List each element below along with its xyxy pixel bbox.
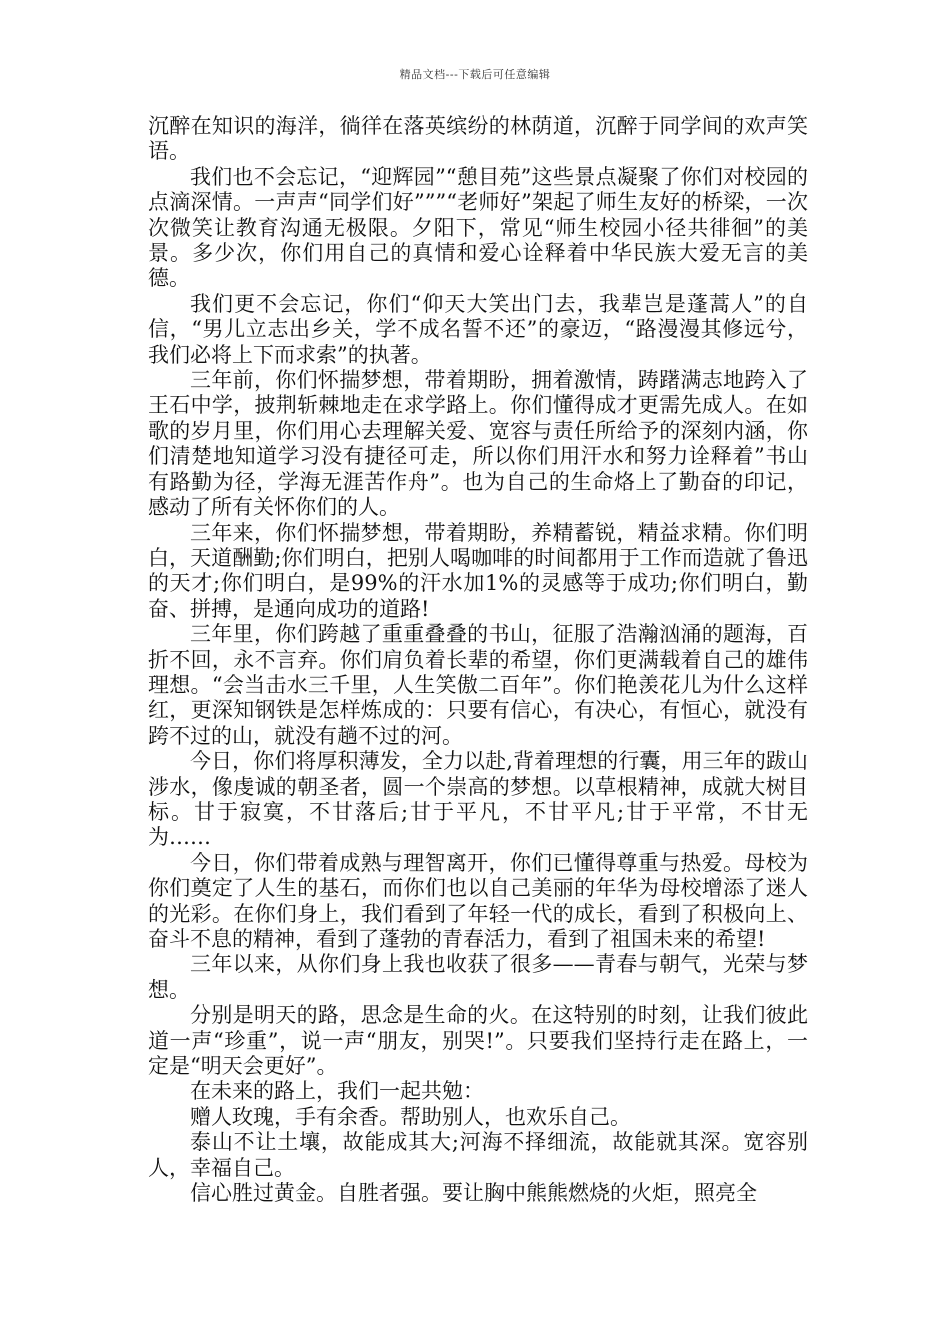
paragraph-13: 泰山不让土壤，故能成其大;河海不择细流，故能就其深。宽容别人，幸福自己。 [148,1130,808,1180]
paragraph-4: 三年前，你们怀揣梦想，带着期盼，拥着激情，踌躇满志地跨入了王石中学，披荆斩棘地走在求学路上。你们懂得成才更需先成人。在如歌的岁月里，你们用心去理解关爱、宽容与责任所给予的深刻内涵，你们清楚地知道学习没有捷径可走，所以你们用汗水和努力诠释着”书山有路勤为径，学海无涯苦作舟”。也为自己的生命烙上了勤奋的印记，感动了所有关怀你们的人。 [148,368,808,520]
paragraph-11: 在未来的路上，我们一起共勉： [190,1079,484,1104]
paragraph-9: 三年以来，从你们身上我也收获了很多——青春与朝气，光荣与梦想。 [148,952,808,1002]
paragraph-6: 三年里，你们跨越了重重叠叠的书山，征服了浩瀚汹涌的题海，百折不回，永不言弃。你们肩负着长辈的希望，你们更满载着自己的雄伟理想。“会当击水三千里，人生笑傲二百年”。你们艳羡花儿为什么这样红，更深知钢铁是怎样炼成的：只要有信心，有决心，有恒心，就没有跨不过的山，就没有趟不过的河。 [148,622,808,748]
paragraph-14: 信心胜过黄金。自胜者强。要让胸中熊熊燃烧的火炬，照亮全 [190,1181,757,1206]
paragraph-7: 今日，你们将厚积薄发，全力以赴,背着理想的行囊，用三年的跋山涉水，像虔诚的朝圣者，圆一个崇高的梦想。以草根精神，成就大树目标。甘于寂寞，不甘落后;甘于平凡，不甘平凡;甘于平常，不甘无为…… [148,749,808,850]
page-header: 精品文档---下载后可任意编辑 [399,68,551,81]
paragraph-5: 三年来，你们怀揣梦想，带着期盼，养精蓄锐，精益求精。你们明白，天道酬勤;你们明白，把别人喝咖啡的时间都用于工作而造就了鲁迅的天才;你们明白，是99%的汗水加1%的灵感等于成功;你们明白，勤奋、拼搏，是通向成功的道路! [148,520,808,621]
paragraph-8: 今日，你们带着成熟与理智离开，你们已懂得尊重与热爱。母校为你们奠定了人生的基石，而你们也以自己美丽的年华为母校增添了迷人的光彩。在你们身上，我们看到了年轻一代的成长，看到了积极向上、奋斗不息的精神，看到了蓬勃的青春活力，看到了祖国未来的希望! [148,850,808,951]
paragraph-12: 赠人玫瑰，手有余香。帮助别人，也欢乐自己。 [190,1104,631,1129]
paragraph-1: 沉醉在知识的海洋，徜徉在落英缤纷的林荫道，沉醉于同学间的欢声笑语。 [148,114,808,164]
document-body [148,114,808,1206]
paragraph-2: 我们也不会忘记，“迎辉园”“憩目苑”这些景点凝聚了你们对校园的点滴深情。一声声“同学们好”””“老师好”架起了师生友好的桥梁，一次次微笑让教育沟通无极限。夕阳下，常见“师生校园小径共徘徊”的美景。多少次，你们用自己的真情和爱心诠释着中华民族大爱无言的美德。 [148,164,808,291]
paragraph-10: 分别是明天的路，思念是生命的火。在这特别的时刻，让我们彼此道一声“珍重”，说一声“朋友，别哭!”。只要我们坚持行走在路上，一定是“明天会更好”。 [148,1003,808,1079]
paragraph-3: 我们更不会忘记，你们“仰天大笑出门去，我辈岂是蓬蒿人”的自信，“男儿立志出乡关，学不成名誓不还”的豪迈，“路漫漫其修远兮，我们必将上下而求索”的执著。 [148,291,808,367]
